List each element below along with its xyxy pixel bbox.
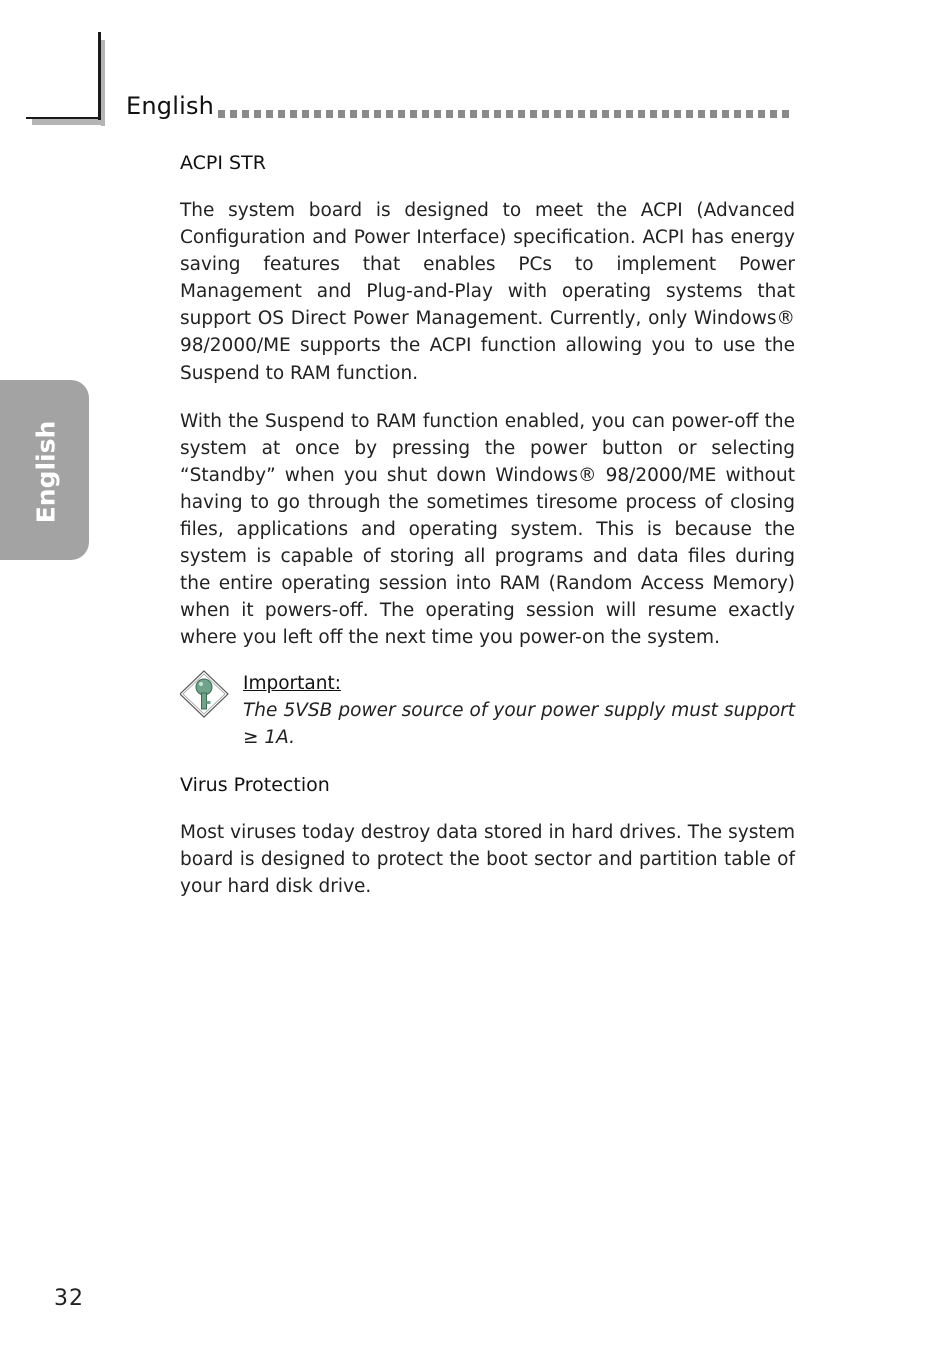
paragraph-acpi-intro: The system board is designed to meet the ACPI (Advanced Configuration and Power Interface) specification. ACPI has energy saving features that enables PCs to implement Power Management and Plug-and-Play with operating systems that support OS Direct Power Management. Currently, only Windows® 98/2000/ME supports the ACPI function allowing you to use the Suspend to RAM function. xyxy=(180,200,795,384)
paragraph-suspend-to-ram: With the Suspend to RAM function enabled, you can power-off the system at once by pressing the power button or selecting “Standby” when you shut down Windows® 98/2000/ME without having to go through the sometimes tiresome process of closing files, applications and operating system. This is because the system is capable of storing all programs and data files during the entire operating session into RAM (Random Access Memory) when it powers-off. The operating session will resume exactly where you left off the next time you power-on the system. xyxy=(180,410,795,649)
header-dotted-rule xyxy=(218,110,794,118)
corner-mark-vertical xyxy=(98,32,101,120)
paragraph-virus-protection: Most viruses today destroy data stored in hard drives. The system board is designed to protect the boot sector and partition table of your hard disk drive. xyxy=(180,821,795,897)
important-note xyxy=(180,670,795,751)
section-heading-virus-protection: Virus Protection xyxy=(180,773,330,796)
corner-mark-shadow-vertical xyxy=(101,40,105,126)
key-diamond-icon xyxy=(180,670,230,718)
section-heading-acpi-str: ACPI STR xyxy=(180,152,266,174)
side-tab-label: English xyxy=(31,420,61,524)
corner-mark-horizontal xyxy=(26,117,101,119)
note-title: Important: xyxy=(243,672,341,694)
note-text: The 5VSB power source of your power supply must support ≥ 1A. xyxy=(243,699,795,748)
corner-mark-shadow-horizontal xyxy=(32,119,105,125)
page-number: 32 xyxy=(54,1286,84,1311)
page-content xyxy=(180,150,795,900)
page-header-title: English xyxy=(126,92,215,120)
